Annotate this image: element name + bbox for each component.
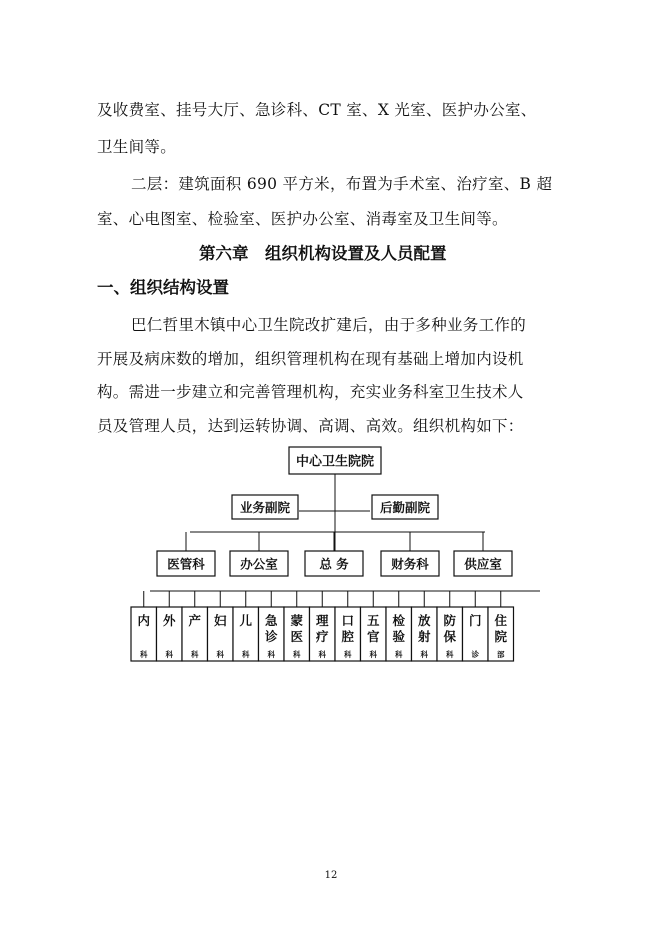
unit-label-13: 防 [443, 613, 457, 628]
unit-label-12: 放 [417, 613, 431, 628]
page-number: 12 [324, 870, 338, 881]
vice-left-node-label: 业务副院 [239, 500, 291, 515]
paragraph-floor2-line-2: 室、心电图室、检验室、医护办公室、消毒室及卫生间等。 [97, 210, 508, 228]
department-node-1-label: 医管科 [167, 556, 205, 572]
unit-label-15: 院 [494, 629, 508, 644]
department-node-3-label: 总 务 [319, 556, 349, 572]
department-node-5-label: 供应室 [464, 556, 502, 572]
unit-label-1: 内 [137, 613, 151, 628]
unit-suffix-13: 科 [446, 650, 454, 659]
unit-suffix-12: 科 [420, 650, 428, 659]
paragraph-org-line-4: 员及管理人员，达到运转协调、高调、高效。组织机构如下： [97, 417, 524, 435]
unit-label-9: 腔 [341, 629, 355, 644]
unit-label-11: 检 [392, 613, 406, 628]
unit-label-10: 五 [366, 613, 380, 628]
unit-label-14: 门 [468, 613, 482, 628]
paragraph-rooms-line-2: 卫生间等。 [97, 138, 177, 156]
unit-label-5: 儿 [239, 613, 253, 628]
vice-right-node-label: 后勤副院 [379, 500, 431, 515]
unit-suffix-3: 科 [191, 650, 199, 659]
chapter-title: 第六章 组织机构设置及人员配置 [199, 244, 447, 263]
unit-label-6: 急 [264, 613, 278, 628]
unit-label-2: 外 [162, 613, 176, 628]
paragraph-rooms-line-1: 及收费室、挂号大厅、急诊科、CT 室、X 光室、医护办公室、 [97, 101, 537, 119]
unit-label-13: 保 [443, 629, 457, 644]
section-title: 一、组织结构设置 [97, 278, 229, 297]
unit-label-8: 疗 [315, 629, 329, 644]
unit-suffix-5: 科 [242, 650, 250, 659]
unit-suffix-10: 科 [369, 650, 377, 659]
unit-label-9: 口 [341, 613, 355, 628]
unit-suffix-15: 部 [497, 650, 505, 659]
unit-label-7: 医 [290, 629, 304, 644]
unit-suffix-1: 科 [140, 650, 148, 659]
department-node-4-label: 财务科 [391, 556, 429, 572]
unit-suffix-6: 科 [267, 650, 275, 659]
unit-label-11: 验 [392, 629, 406, 644]
unit-label-10: 官 [366, 629, 380, 644]
unit-label-7: 蒙 [290, 613, 304, 628]
department-node-2-label: 办公室 [240, 556, 278, 572]
unit-suffix-9: 科 [344, 650, 352, 659]
paragraph-org-line-2: 开展及病床数的增加，组织管理机构在现有基础上增加内设机 [97, 350, 524, 368]
unit-suffix-4: 科 [216, 650, 224, 659]
unit-label-3: 产 [188, 613, 202, 628]
unit-label-8: 理 [315, 613, 329, 628]
paragraph-floor2-line-1: 二层：建筑面积 690 平方米，布置为手术室、治疗室、B 超 [131, 175, 553, 193]
unit-label-4: 妇 [213, 613, 227, 628]
unit-suffix-2: 科 [165, 650, 173, 659]
unit-label-12: 射 [417, 629, 431, 644]
root-node-label: 中心卫生院院 [295, 454, 375, 470]
unit-suffix-11: 科 [395, 650, 403, 659]
unit-label-15: 住 [494, 613, 508, 628]
unit-suffix-14: 诊 [471, 650, 479, 659]
unit-label-6: 诊 [264, 629, 278, 644]
unit-suffix-8: 科 [318, 650, 326, 659]
paragraph-org-line-1: 巴仁哲里木镇中心卫生院改扩建后，由于多种业务工作的 [131, 316, 527, 334]
paragraph-org-line-3: 构。需进一步建立和完善管理机构，充实业务科室卫生技术人 [97, 383, 524, 401]
unit-suffix-7: 科 [293, 650, 301, 659]
